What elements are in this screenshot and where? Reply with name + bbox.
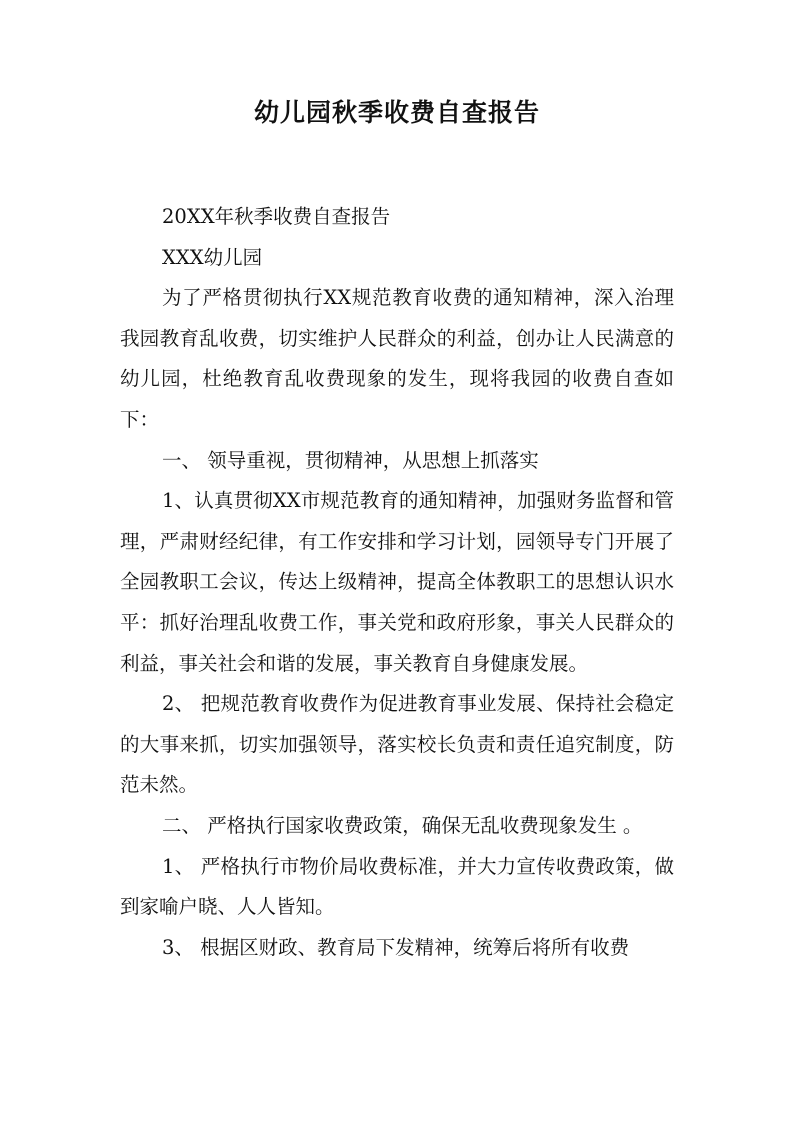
- document-body: [120, 197, 674, 968]
- report-subtitle: 20XX年秋季收费自查报告: [162, 205, 391, 228]
- kindergarten-name: XXX幼儿园: [162, 245, 263, 269]
- section-1-item-1: 1、认真贯彻XX市规范教育的通知精神，加强财务监督和管理，严肃财经纪律，有工作安排和学习计划，园领导专门开展了全园教职工会议，传达上级精神，提高全体教职工的思想认识水平：抓好治理乱收费工作，事关党和政府形象，事关人民群众的利益，事关社会和谐的发展，事关教育自身健康发展。: [120, 489, 674, 675]
- section-heading-2: 二、 严格执行国家收费政策，确保无乱收费现象发生 。: [162, 813, 643, 837]
- document-title: 幼儿园秋季收费自查报告: [253, 98, 540, 127]
- section-2-item-1: 1、 严格执行市物价局收费标准，并大力宣传收费政策，做到家喻户晓、人人皆知。: [120, 854, 674, 919]
- section-1-item-2: 2、 把规范教育收费作为促进教育事业发展、保持社会稳定的大事来抓，切实加强领导，落实校长负责和责任追究制度，防范未然。: [120, 692, 674, 797]
- section-heading-1: 一、 领导重视，贯彻精神，从思想上抓落实: [162, 448, 539, 472]
- section-2-item-3: 3、 根据区财政、教育局下发精神，统筹后将所有收费: [162, 935, 630, 959]
- intro-paragraph: 为了严格贯彻执行XX规范教育收费的通知精神，深入治理我园教育乱收费，切实维护人民群众的利益，创办让人民满意的幼儿园，杜绝教育乱收费现象的发生，现将我园的收费自查如下：: [120, 286, 674, 431]
